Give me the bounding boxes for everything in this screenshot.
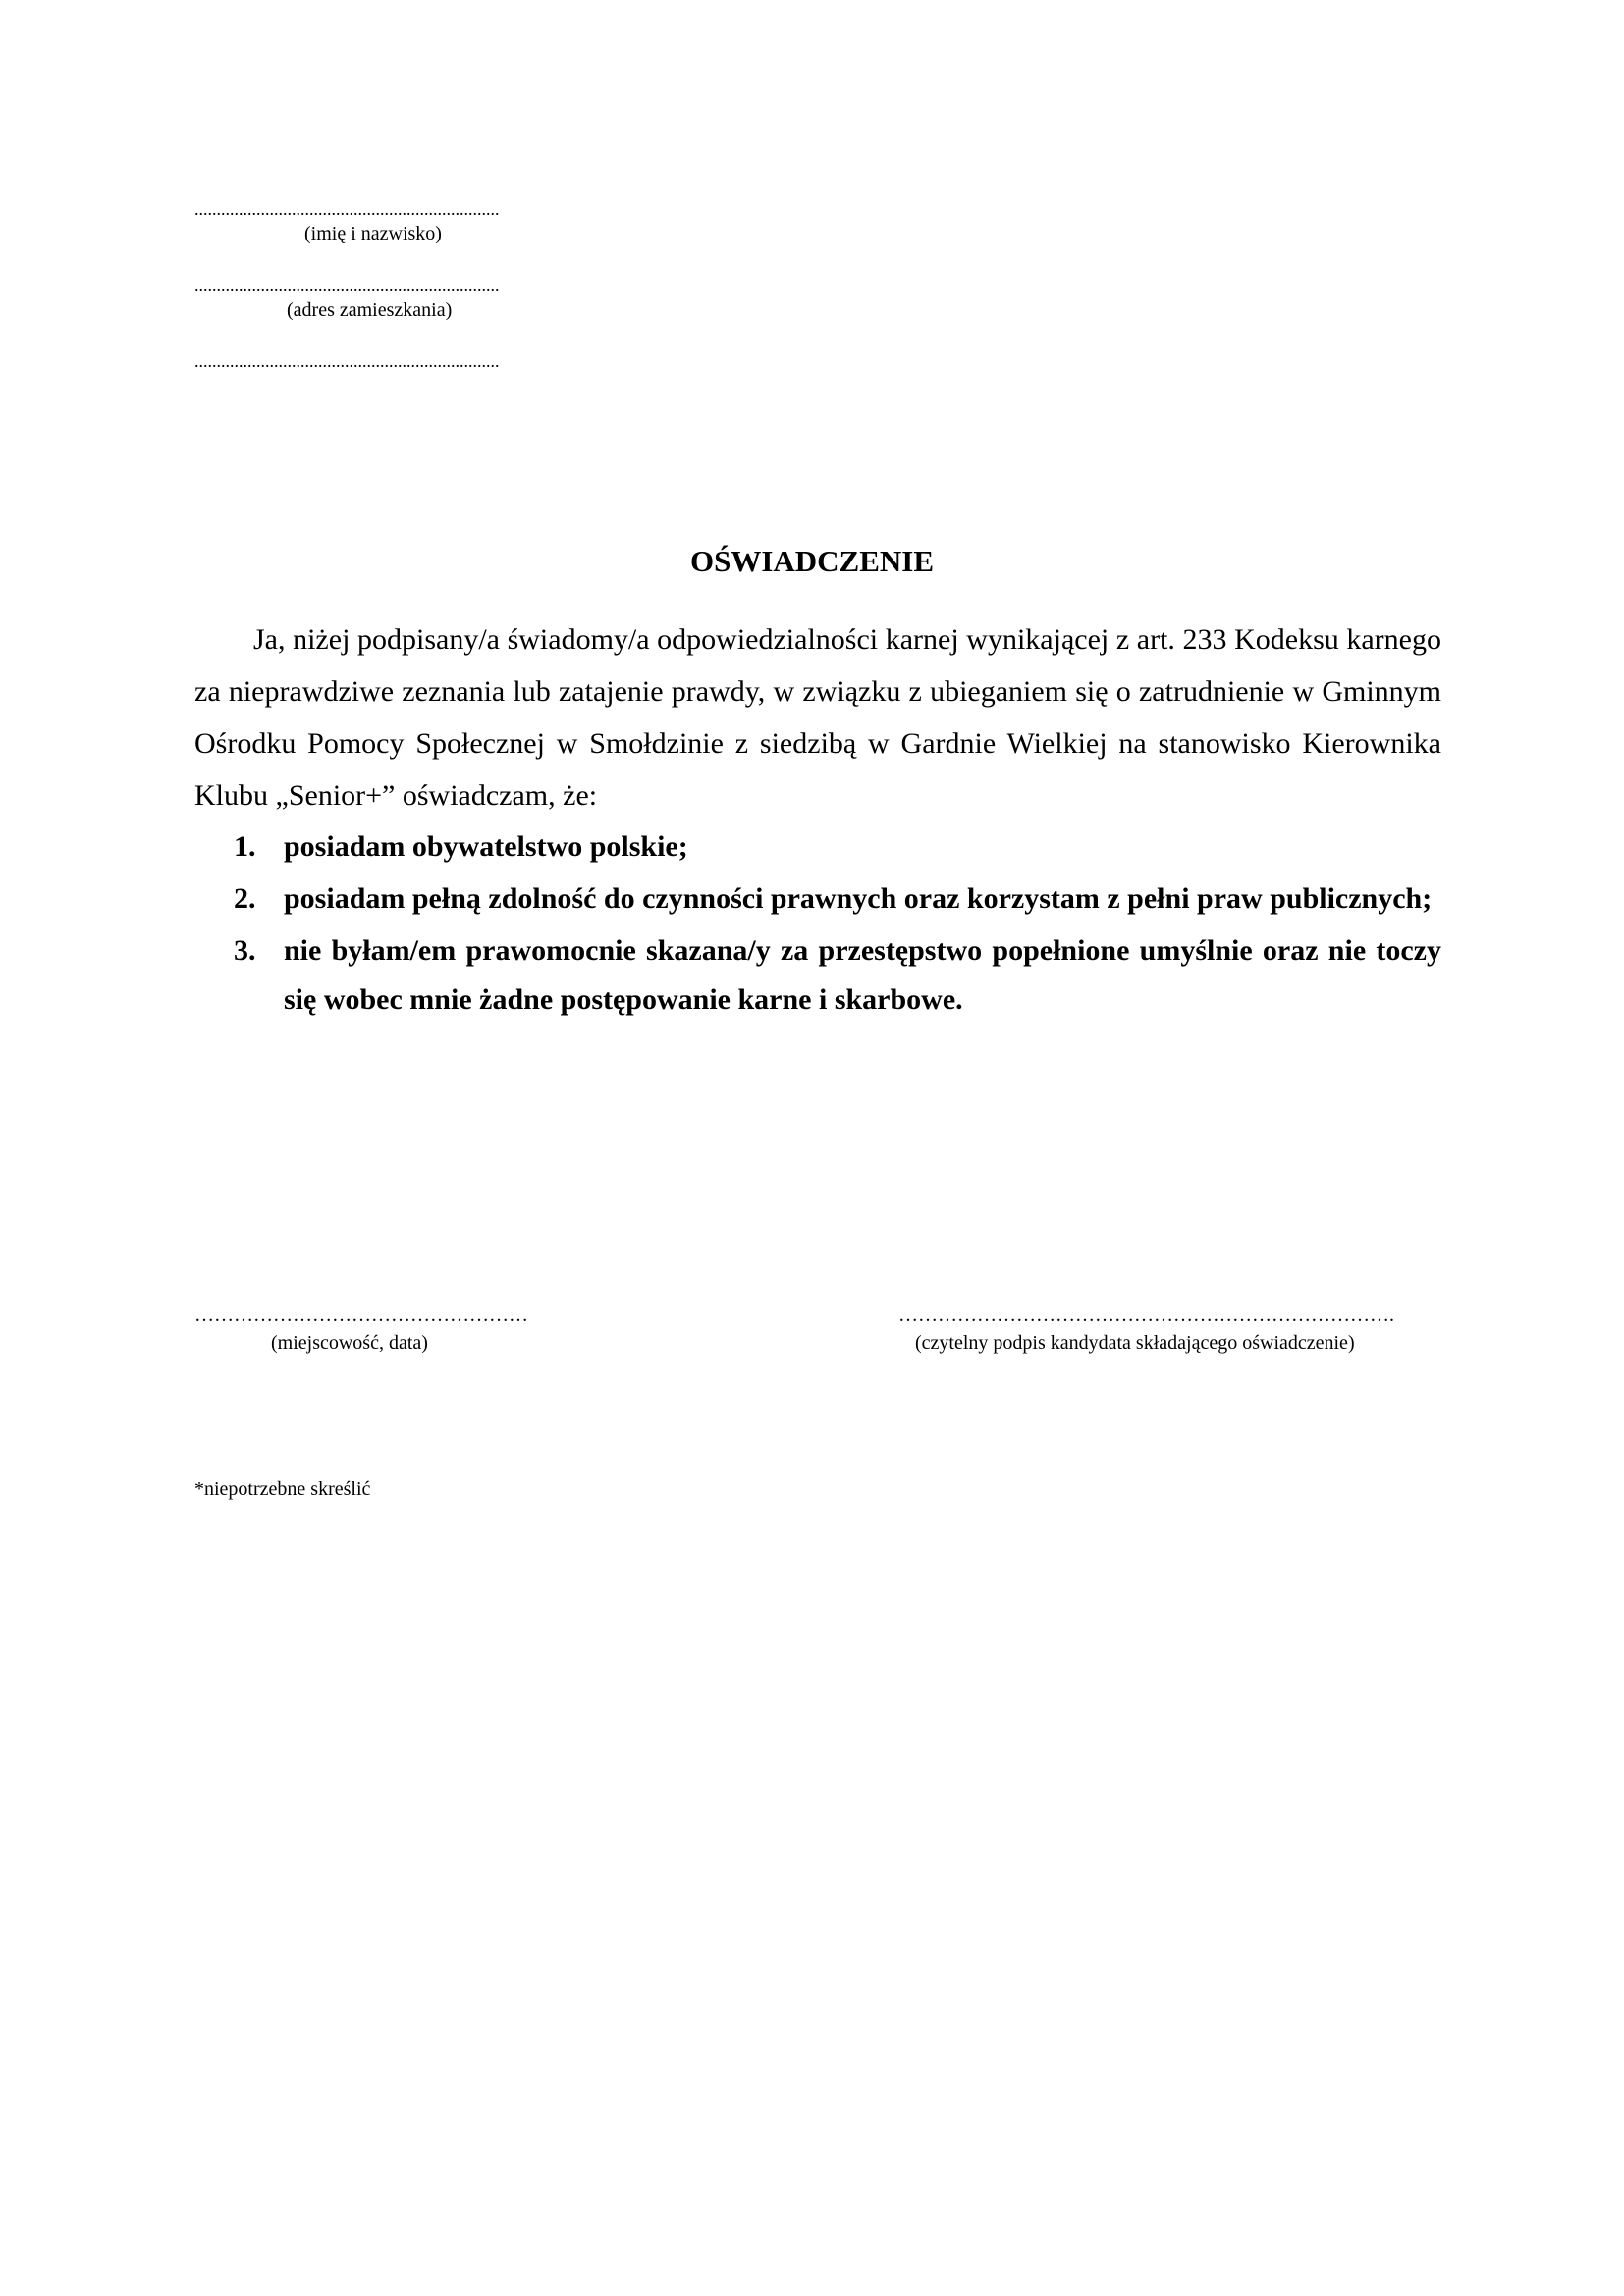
list-item-number: 1. [234,830,256,863]
document-title: OŚWIADCZENIE [689,544,935,578]
declaration-intro: Ja, niżej podpisany/a świadomy/a odpowiedzialności karnej wynikającej z art. 233 Kodeksu karnego za nieprawdziwe zeznania lub zatajenie prawdy, w związku z ubieganiem się o zatrudnienie w Gminnym Ośrodku Pomocy Społecznej w Smołdzinie z siedzibą w Gardnie Wielkiej na stanowisko Kierownika Klubu „Senior+” oświadczam, że: [194,623,1441,812]
list-item [194,927,1441,1025]
signature-dotted-line: …………………………………………………………………. [898,1306,1394,1325]
declaration-list [194,823,1441,1028]
list-item-text: nie byłam/em prawomocnie skazana/y za przestępstwo popełnione umyślnie oraz nie toczy się wobec mnie żadne postępowanie karne i skarbowe. [284,934,1441,1016]
list-item-text: posiadam obywatelstwo polskie; [284,830,688,863]
address-label: (adres zamieszkania) [287,299,453,321]
signature-label: (czytelny podpis kandydata składającego oświadczenie) [915,1332,1355,1354]
place-date-dotted-line: …………………………………………… [194,1306,528,1325]
footnote: *niepotrzebne skreślić [194,1478,371,1500]
list-item-text: posiadam pełną zdolność do czynności prawnych oraz korzystam z pełni praw publicznych; [284,882,1433,915]
name-dotted-line: ..................................................................... [194,199,500,219]
address-second-dotted-line: ..................................................................... [194,351,500,371]
address-dotted-line: ..................................................................... [194,275,500,294]
list-item [194,823,1441,872]
name-label: (imię i nazwisko) [304,223,442,244]
list-item-number: 2. [234,882,256,915]
list-item [194,875,1441,924]
place-date-label: (miejscowość, data) [271,1332,428,1354]
list-item-number: 3. [234,934,256,967]
